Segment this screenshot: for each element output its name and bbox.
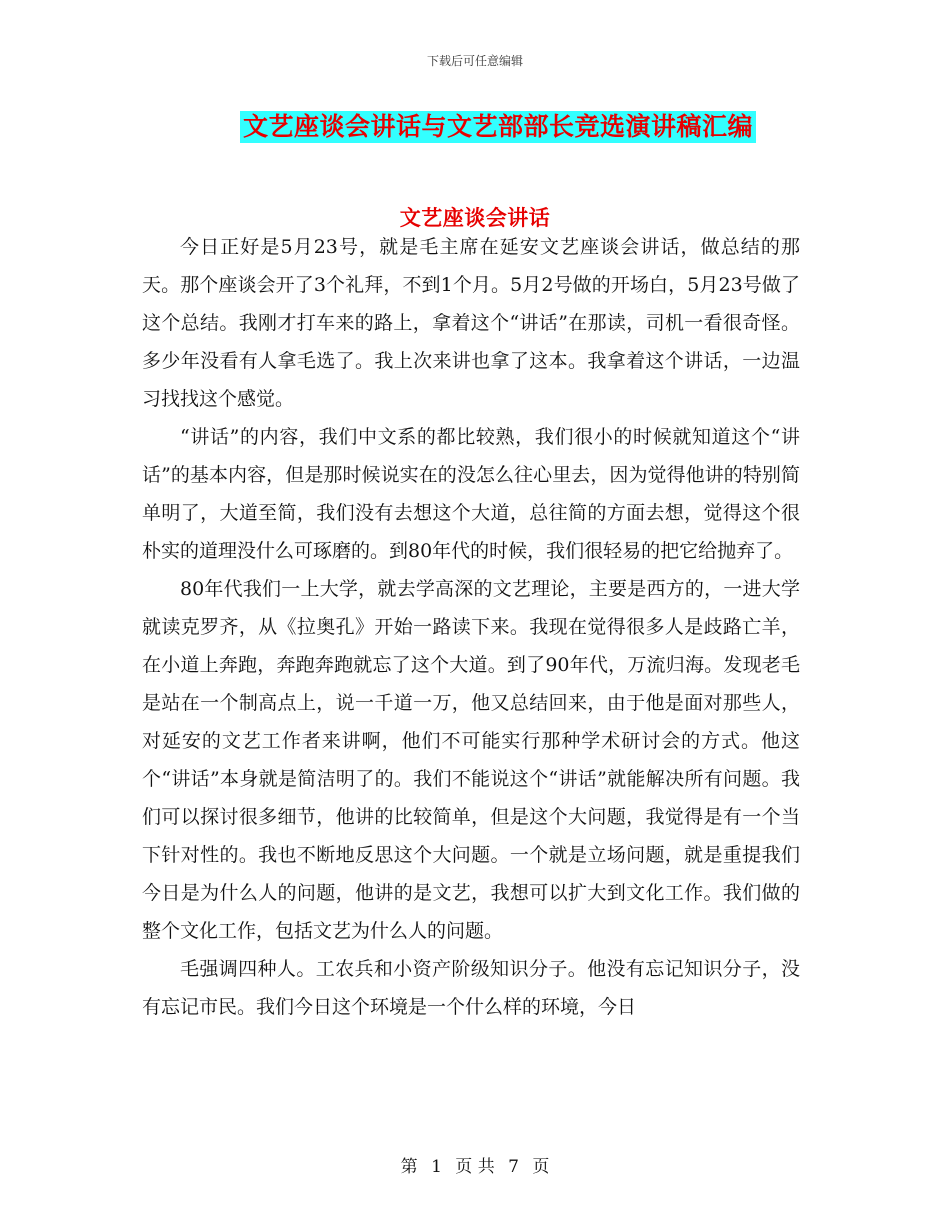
- paragraph-4: 毛强调四种人。工农兵和小资产阶级知识分子。他没有忘记知识分子，没有忘记市民。我们今日这个环境是一个什么样的环境，今日: [142, 958, 800, 1018]
- header-note: 下载后可任意编辑: [426, 54, 523, 68]
- main-title-container: [0, 111, 950, 143]
- footer-suffix: 页: [532, 1157, 550, 1177]
- footer-middle: 页 共: [455, 1157, 495, 1177]
- paragraph-3: 80年代我们一上大学，就去学高深的文艺理论，主要是西方的，一进大学就读克罗齐，从《拉奥孔》开始一路读下来。我现在觉得很多人是歧路亡羊，在小道上奔跑，奔跑奔跑就忘了这个大道。到了90年代，万流归海。发现老毛是站在一个制高点上，说一千道一万，他又总结回来，由于他是面对那些人，对延安的文艺工作者来讲啊，他们不可能实行那种学术研讨会的方式。他这个“讲话”本身就是简洁明了的。我们不能说这个“讲话”就能解决所有问题。我们可以探讨很多细节，他讲的比较简单，但是这个大问题，我觉得是有一个当下针对性的。我也不断地反思这个大问题。一个就是立场问题，就是重提我们今日是为什么人的问题，他讲的是文艺，我想可以扩大到文化工作。我们做的整个文化工作，包括文艺为什么人的问题。: [142, 578, 800, 942]
- footer-total-pages: 7: [508, 1157, 519, 1177]
- section-title: 文艺座谈会讲话: [399, 205, 551, 230]
- document-body: [142, 228, 800, 1026]
- footer-page-number: 1: [431, 1157, 442, 1177]
- page-footer: [0, 1152, 950, 1177]
- paragraph-1: 今日正好是5月23号，就是毛主席在延安文艺座谈会讲话，做总结的那天。那个座谈会开了3个礼拜，不到1个月。5月2号做的开场白，5月23号做了这个总结。我刚才打车来的路上，拿着这个“讲话”在那读，司机一看很奇怪。多少年没看有人拿毛选了。我上次来讲也拿了这本。我拿着这个讲话，一边温习找找这个感觉。: [142, 236, 800, 410]
- main-title: 文艺座谈会讲话与文艺部部长竞选演讲稿汇编: [240, 111, 756, 143]
- paragraph-2: “讲话”的内容，我们中文系的都比较熟，我们很小的时候就知道这个“讲话”的基本内容，但是那时候说实在的没怎么往心里去，因为觉得他讲的特别简单明了，大道至简，我们没有去想这个大道，总往简的方面去想，觉得这个很朴实的道理没什么可琢磨的。到80年代的时候，我们很轻易的把它给抛弃了。: [142, 426, 800, 562]
- footer-prefix: 第: [400, 1157, 418, 1177]
